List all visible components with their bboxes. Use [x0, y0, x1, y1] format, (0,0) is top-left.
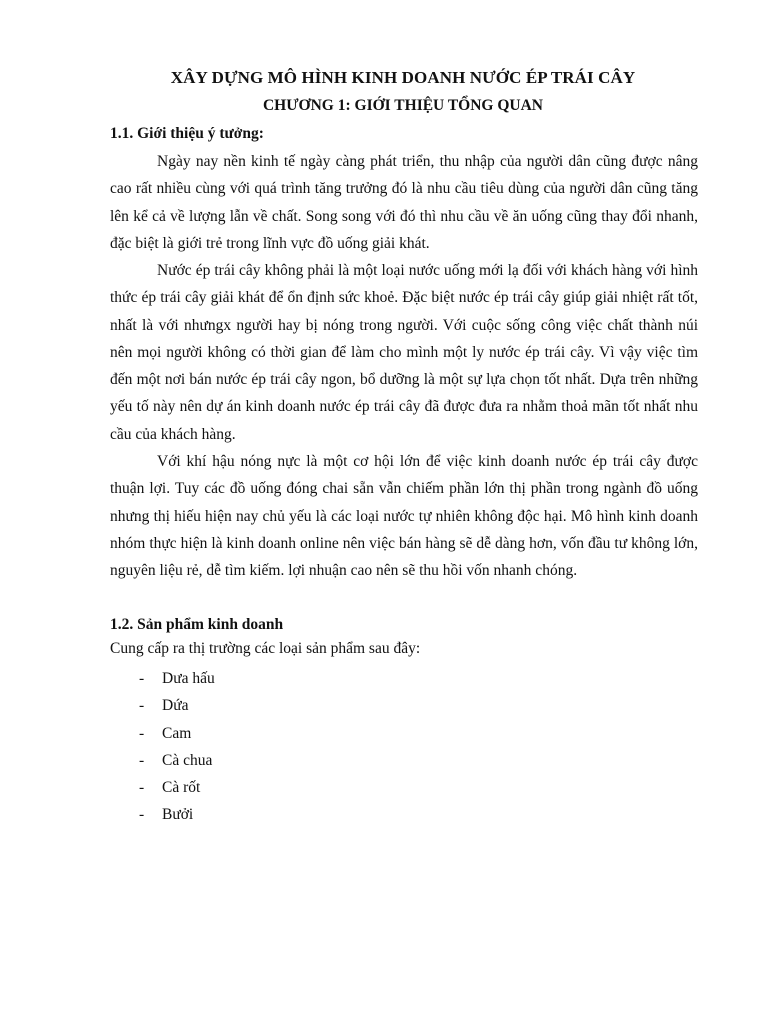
list-item-label: Dưa hấu [162, 670, 215, 687]
list-item [110, 665, 215, 692]
paragraph-3-block [110, 448, 698, 584]
paragraph: Với khí hậu nóng nực là một cơ hội lớn để việc kinh doanh nước ép trái cây được thuận lợi. Tuy các đồ uống đóng chai sẵn vẫn chiếm phần lớn thị phần trong ngành đồ uống nhưng thị hiếu hiện nay chủ yếu là các loại nước tự nhiên không độc hại. Mô hình kinh doanh nhóm thực hiện là kinh doanh online nên việc bán hàng sẽ dễ dàng hơn, vốn đầu tư không lớn, nguyên liệu rẻ, dễ tìm kiếm. lợi nhuận cao nên sẽ thu hồi vốn nhanh chóng. [110, 453, 698, 580]
product-list [110, 665, 215, 829]
bullet-dash: - [139, 724, 145, 742]
section-heading-1-2: 1.2. Sản phẩm kinh doanh [110, 616, 284, 633]
list-item-label: Cam [162, 724, 192, 742]
bullet-dash: - [139, 779, 145, 797]
chapter-heading: CHƯƠNG 1: GIỚI THIỆU TỔNG QUAN [262, 97, 544, 114]
paragraph-2-block [110, 257, 698, 448]
list-item [110, 720, 215, 747]
list-item [110, 692, 215, 719]
list-item-label: Bưởi [162, 806, 194, 824]
list-item [110, 774, 215, 801]
product-intro-text: Cung cấp ra thị trường các loại sản phẩm sau đây: [110, 640, 421, 657]
bullet-dash: - [139, 697, 145, 715]
bullet-dash: - [139, 806, 145, 824]
list-item-label: Dứa [162, 697, 189, 715]
bullet-dash: - [139, 751, 145, 769]
section-heading-1-1: 1.1. Giới thiệu ý tưởng: [110, 125, 264, 142]
document-title: XÂY DỰNG MÔ HÌNH KINH DOANH NƯỚC ÉP TRÁI CÂY [170, 68, 636, 87]
bullet-dash: - [139, 670, 145, 687]
paragraph: Nước ép trái cây không phải là một loại nước uống mới lạ đối với khách hàng với hình thức ép trái cây giải khát để ổn định sức khoẻ. Đặc biệt nước ép trái cây giúp giải nhiệt rất tốt, nhất là với nhưngx người hay bị nóng trong người. Với cuộc sống công việc chất thành núi nên mọi người không có thời gian để làm cho mình một ly nước ép trái cây. Vì vậy việc tìm đến một nơi bán nước ép trái cây ngon, bổ dưỡng là một sự lựa chọn tốt nhất. Dựa trên những yếu tố này nên dự án kinh doanh nước ép trái cây đã được đưa ra nhằm thoả mãn tốt nhất nhu cầu của khách hàng. [110, 262, 698, 443]
paragraph: Ngày nay nền kinh tế ngày càng phát triển, thu nhập của người dân cũng được nâng cao rất nhiều cùng với quá trình tăng trưởng đó là nhu cầu tiêu dùng của người dân cũng tăng lên kể cả về lượng lẫn về chất. Song song với đó thì nhu cầu về ăn uống cũng thay đổi nhanh, đặc biệt là giới trẻ trong lĩnh vực đồ uống giải khát. [110, 153, 698, 252]
list-item-label: Cà rốt [162, 779, 201, 797]
paragraph-1-block [110, 148, 698, 257]
list-item [110, 747, 215, 774]
list-item [110, 801, 215, 828]
list-item-label: Cà chua [162, 751, 213, 769]
